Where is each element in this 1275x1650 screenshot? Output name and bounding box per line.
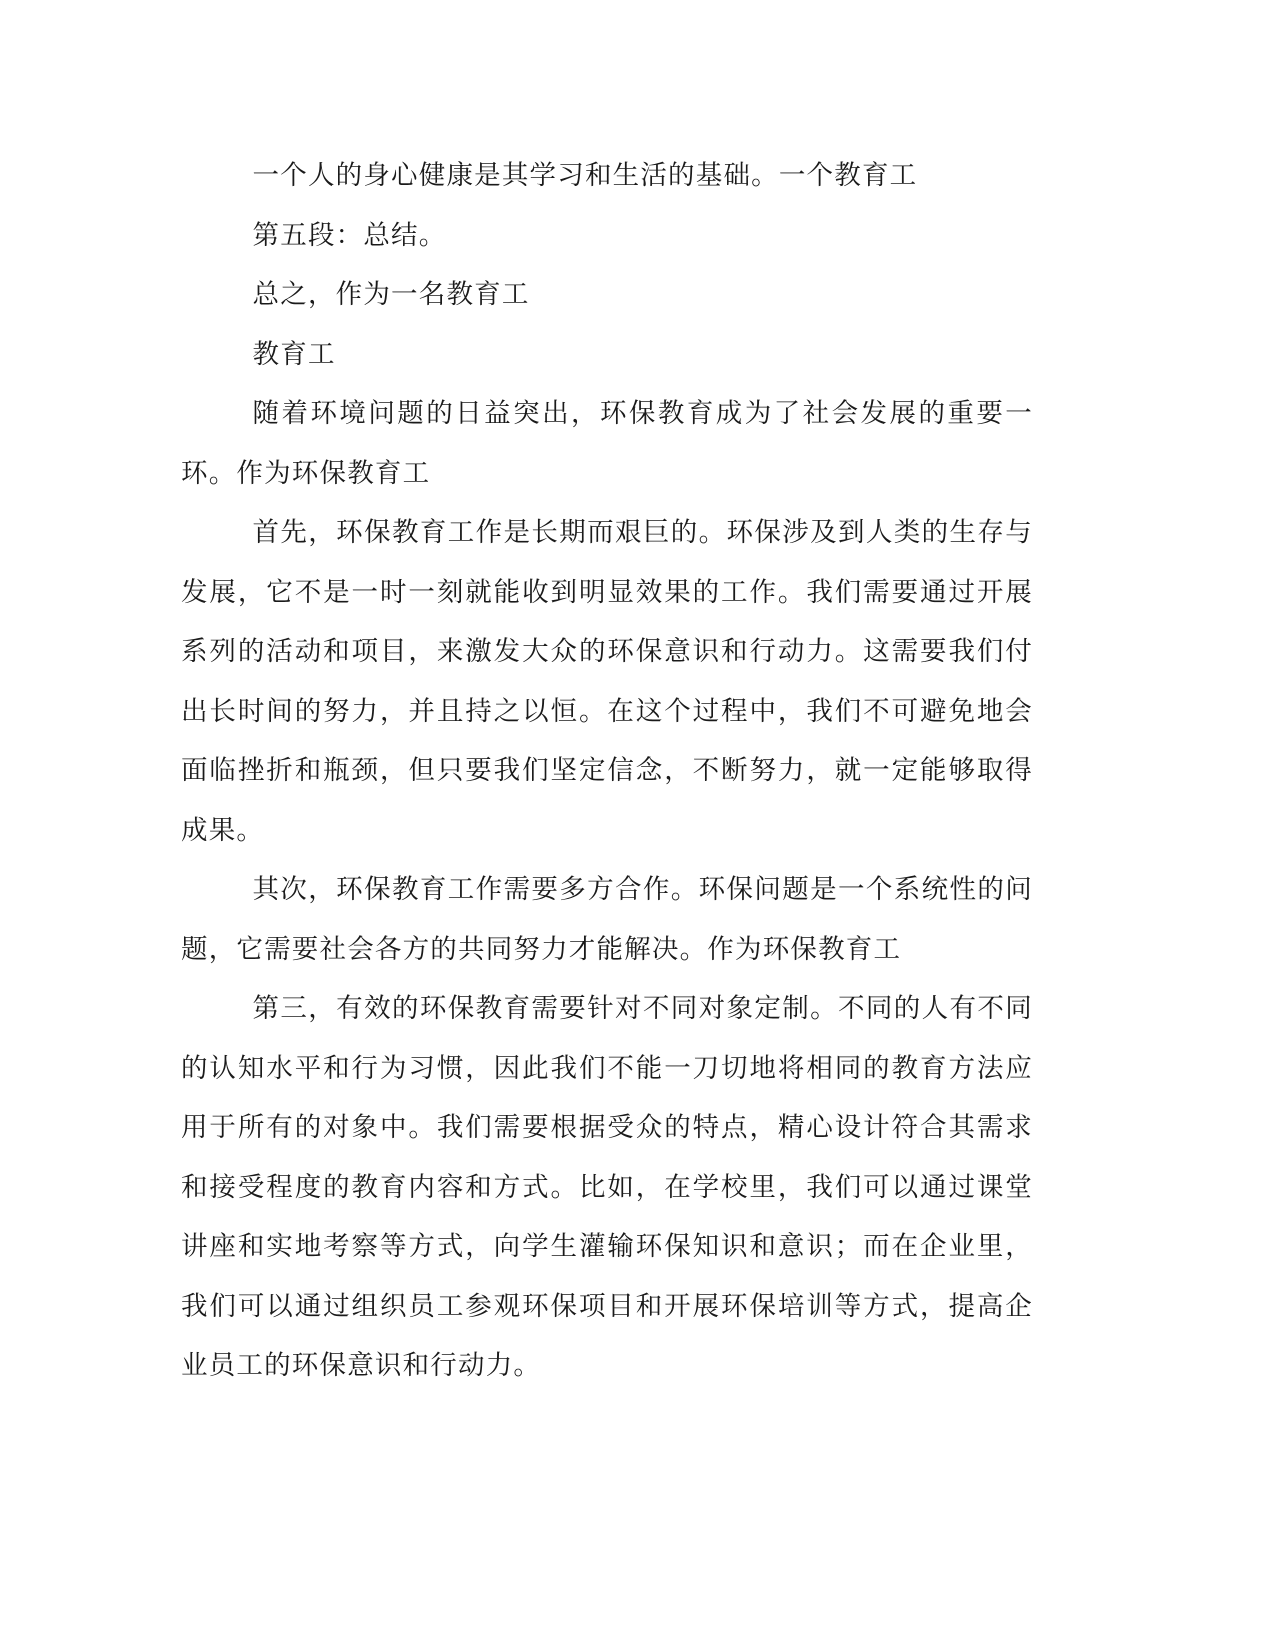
paragraph-section-five-heading: 第五段：总结。 [252, 219, 447, 251]
document-body [181, 146, 1033, 1396]
paragraph-health-basis: 一个人的身心健康是其学习和生活的基础。一个教育工 [252, 160, 918, 191]
paragraph-educator: 教育工 [252, 338, 336, 370]
paragraph-environment-intro: 随着环境问题的日益突出，环保教育成为了社会发展的重要一环。作为环保教育工 [181, 398, 1033, 489]
paragraph-summary: 总之，作为一名教育工 [252, 279, 530, 310]
paragraph-second-point: 其次，环保教育工作需要多方合作。环保问题是一个系统性的问题，它需要社会各方的共同努力才能解决。作为环保教育工 [181, 874, 1033, 965]
paragraph-third-point: 第三，有效的环保教育需要针对不同对象定制。不同的人有不同的认知水平和行为习惯，因此我们不能一刀切地将相同的教育方法应用于所有的对象中。我们需要根据受众的特点，精心设计符合其需求和接受程度的教育内容和方式。比如，在学校里，我们可以通过课堂讲座和实地考察等方式，向学生灌输环保知识和意识；而在企业里，我们可以通过组织员工参观环保项目和开展环保培训等方式，提高企业员工的环保意识和行动力。 [181, 993, 1033, 1381]
paragraph-first-point: 首先，环保教育工作是长期而艰巨的。环保涉及到人类的生存与发展，它不是一时一刻就能收到明显效果的工作。我们需要通过开展系列的活动和项目，来激发大众的环保意识和行动力。这需要我们付出长时间的努力，并且持之以恒。在这个过程中，我们不可避免地会面临挫折和瓶颈，但只要我们坚定信念，不断努力，就一定能够取得成果。 [181, 517, 1033, 846]
